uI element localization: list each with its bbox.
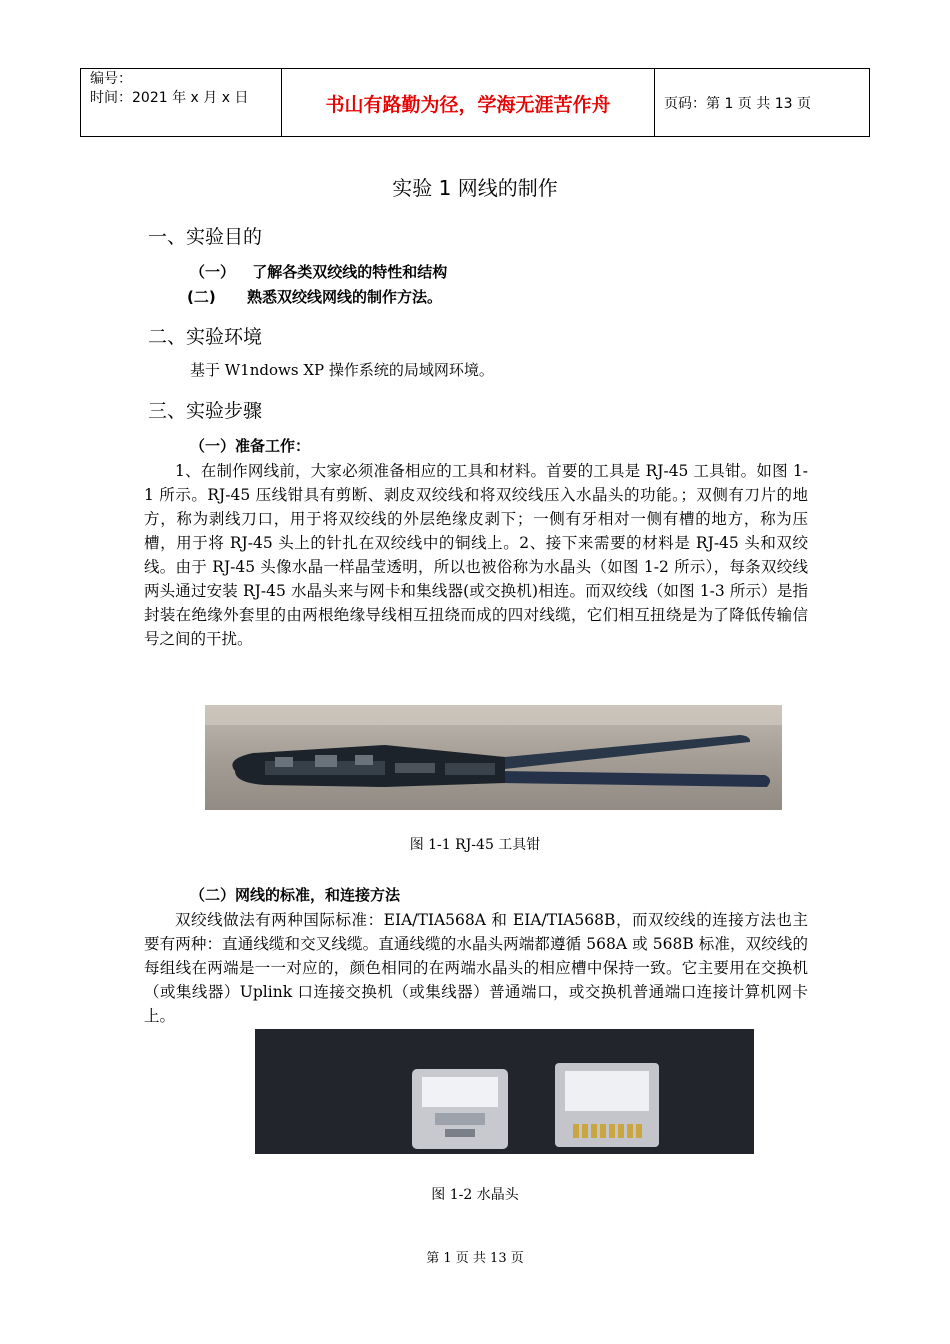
header-divider bbox=[654, 68, 655, 136]
purpose-item-number: (二) bbox=[187, 288, 216, 306]
header-meta bbox=[90, 70, 248, 108]
header-bottom-border bbox=[80, 136, 870, 137]
purpose-item bbox=[190, 261, 447, 282]
section-heading-purpose: 一、实验目的 bbox=[148, 226, 263, 248]
header-page-info: 页码：第 1 页 共 13 页 bbox=[664, 96, 811, 112]
purpose-item-text: 了解各类双绞线的特性和结构 bbox=[252, 263, 448, 281]
rj45-connectors-image bbox=[255, 1029, 754, 1154]
document-title: 实验 1 网线的制作 bbox=[392, 176, 558, 200]
figure-caption-1-2: 图 1-2 水晶头 bbox=[431, 1187, 519, 1203]
header-top-border bbox=[80, 68, 870, 69]
crimping-tool-photo bbox=[205, 705, 782, 810]
document-number-label: 编号： bbox=[90, 71, 132, 87]
crimping-tool-image bbox=[205, 705, 782, 810]
purpose-item-text: 熟悉双绞线网线的制作方法。 bbox=[246, 288, 442, 306]
preparation-paragraph: 1、在制作网线前，大家必须准备相应的工具和材料。首要的工具是 RJ-45 工具钳。如图 1-1 所示。RJ-45 压线钳具有剪断、剥皮双绞线和将双绞线压入水晶头的功能。；双侧有刀片的地方，称为剥线刀口，用于将双绞线的外层绝缘皮剥下；一侧有牙相对一侧有槽的地方，称为压槽，用于将 RJ-45 头上的针扎在双绞线中的铜线上。2、接下来需要的材料是 RJ-45 头和双绞线。由于 RJ-45 头像水晶一样晶莹透明，所以也被俗称为水晶头（如图 1-2 所示），每条双绞线两头通过安装 RJ-45 水晶头来与网卡和集线器(或交换机)相连。而双绞线（如图 1-3 所示）是指封装在绝缘外套里的由两根绝缘导线相互扭绕而成的四对线缆，它们相互扭绕是为了降低传输信号之间的干扰。 bbox=[144, 462, 808, 648]
subsection-heading-preparation: （一）准备工作： bbox=[190, 437, 311, 455]
purpose-item-number: （一） bbox=[190, 263, 236, 281]
section-heading-environment: 二、实验环境 bbox=[148, 326, 263, 348]
header-divider bbox=[869, 68, 870, 136]
figure-caption-1-1: 图 1-1 RJ-45 工具钳 bbox=[409, 837, 541, 853]
standards-paragraph: 双绞线做法有两种国际标准：EIA/TIA568A 和 EIA/TIA568B，而双绞线的连接方法也主要有两种：直通线缆和交叉线缆。直通线缆的水晶头两端都遵循 568A 或 568B 标准，双绞线的每组线在两端是一一对应的，颜色相同的在两端水晶头的相应槽中保持一致。它主要用在交换机（或集线器）Uplink 口连接交换机（或集线器）普通端口，或交换机普通端口连接计算机网卡上。 bbox=[144, 911, 808, 1025]
purpose-item bbox=[187, 286, 442, 307]
header-motto: 书山有路勤为径，学海无涯苦作舟 bbox=[325, 94, 611, 116]
document-date: 时间：2021 年 x 月 x 日 bbox=[90, 90, 249, 106]
section-heading-steps: 三、实验步骤 bbox=[148, 400, 263, 422]
page-footer: 第 1 页 共 13 页 bbox=[426, 1251, 524, 1266]
rj45-connectors-photo bbox=[255, 1029, 754, 1154]
environment-text: 基于 W1ndows XP 操作系统的局域网环境。 bbox=[190, 361, 494, 379]
header-divider bbox=[80, 68, 81, 136]
subsection-heading-standards: （二）网线的标准，和连接方法 bbox=[190, 886, 401, 904]
